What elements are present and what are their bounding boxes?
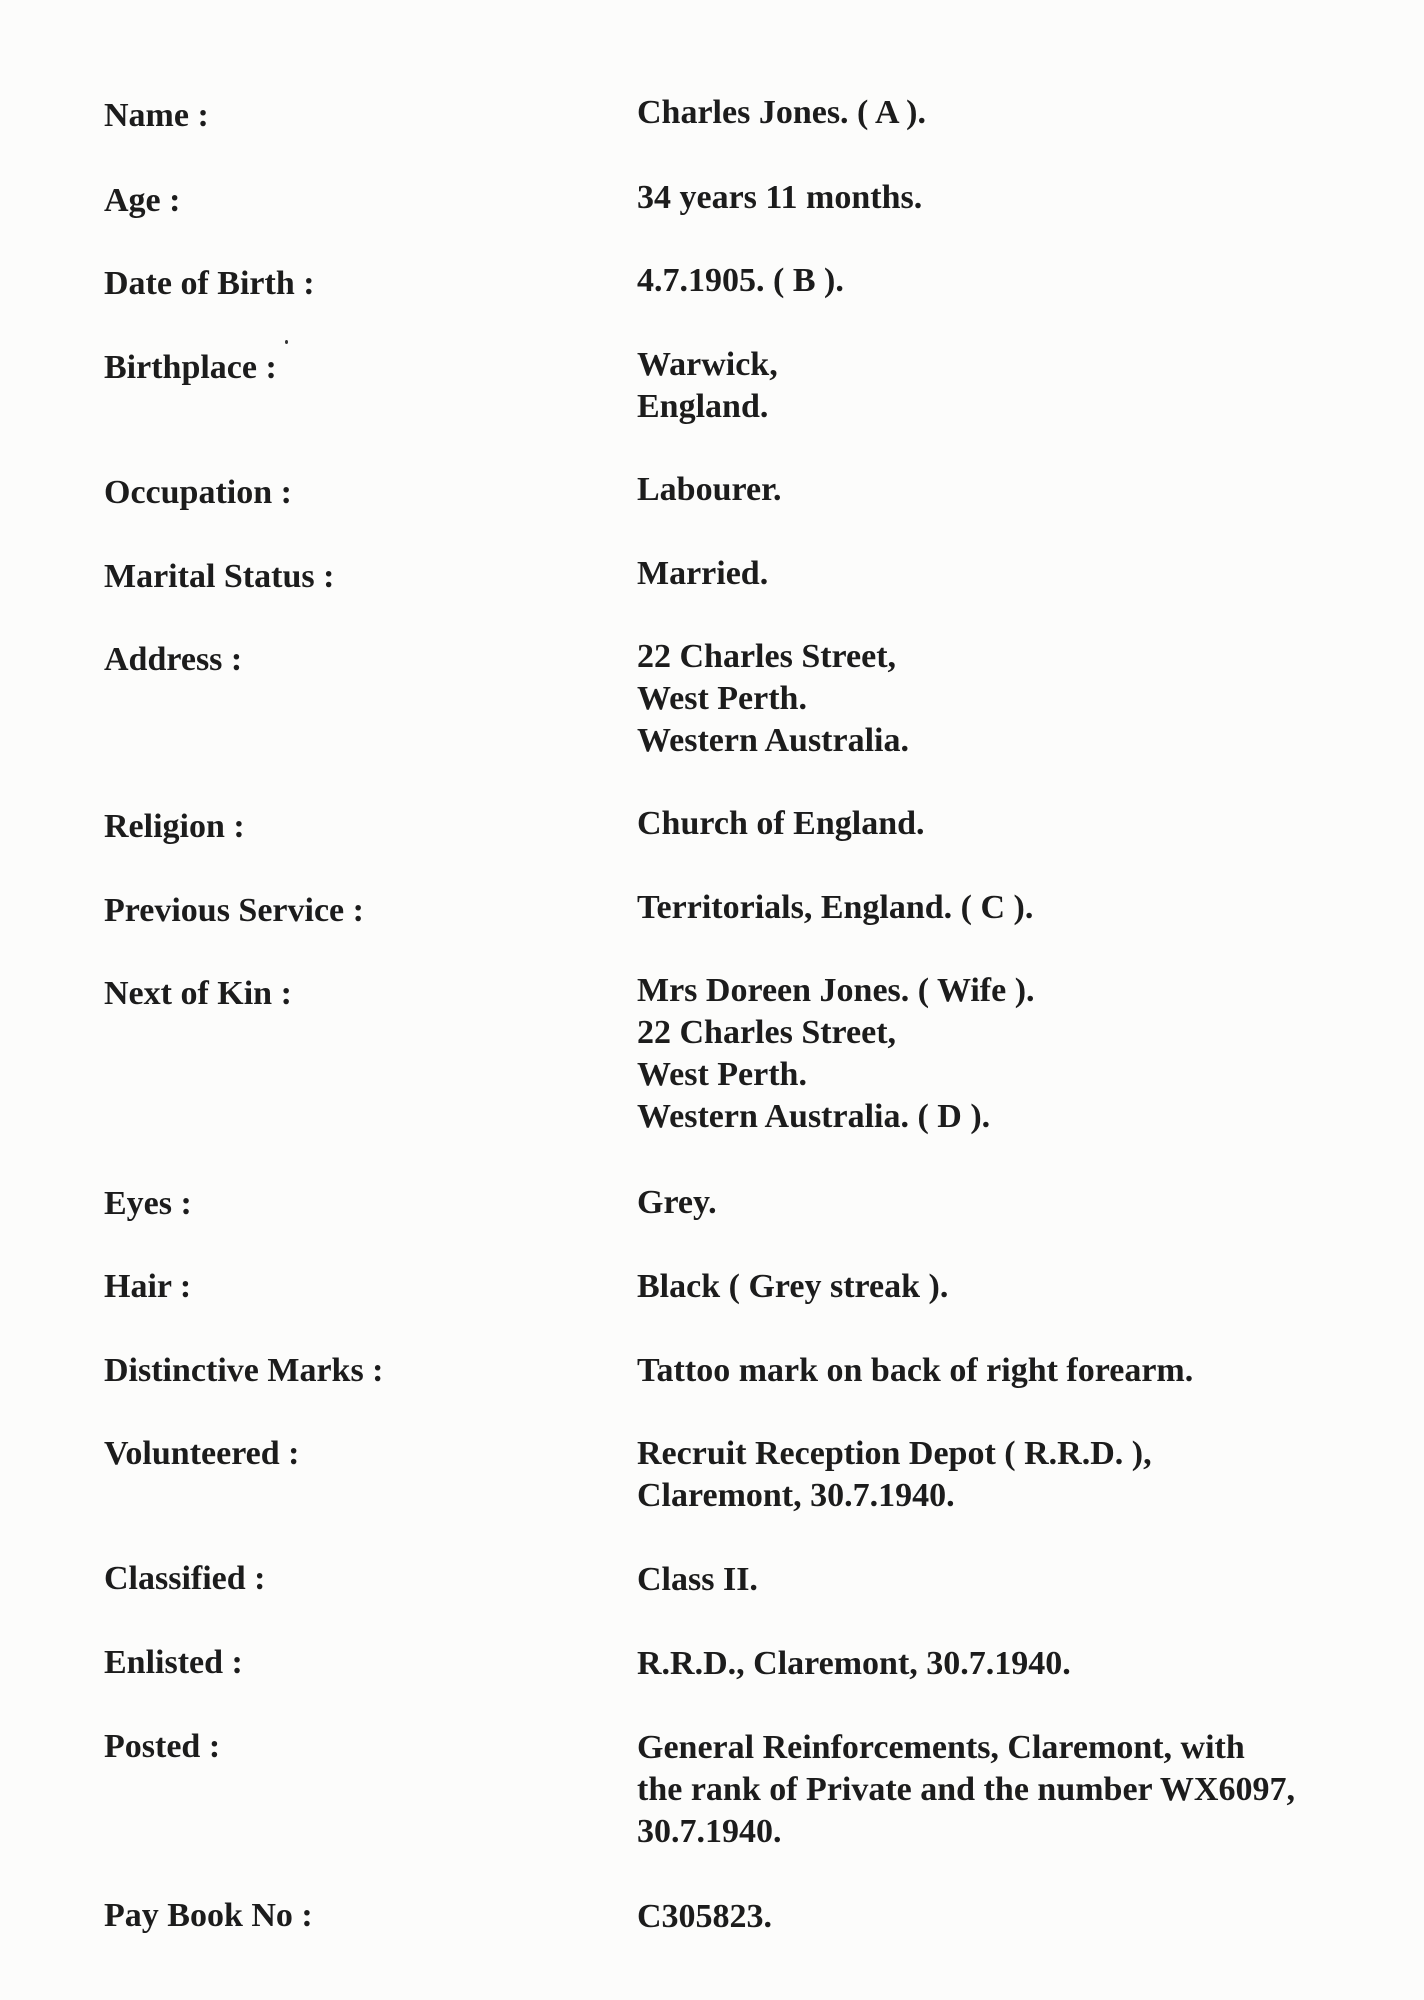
paper-speck xyxy=(285,340,288,344)
value-line: Claremont, 30.7.1940. xyxy=(637,1477,955,1514)
field-label: Birthplace : xyxy=(104,349,277,386)
field-label: Occupation : xyxy=(104,474,292,511)
value-line: Charles Jones. ( A ). xyxy=(637,94,926,131)
field-label: Religion : xyxy=(104,808,245,845)
field-label: Marital Status : xyxy=(104,558,335,595)
field-value xyxy=(637,1643,1377,1685)
value-line: Grey. xyxy=(637,1184,717,1221)
field-label: Volunteered : xyxy=(104,1435,300,1472)
field-value xyxy=(637,1559,1377,1601)
field-value xyxy=(637,1182,1377,1224)
field-value xyxy=(637,1896,1377,1938)
field-value xyxy=(637,92,1377,134)
field-value xyxy=(637,636,1377,762)
value-line: Western Australia. ( D ). xyxy=(637,1098,991,1135)
field-label: Previous Service : xyxy=(104,892,364,929)
value-line: 4.7.1905. ( B ). xyxy=(637,262,844,299)
field-value xyxy=(637,970,1377,1138)
value-line: 22 Charles Street, xyxy=(637,1014,897,1051)
value-line: Tattoo mark on back of right forearm. xyxy=(637,1352,1194,1389)
field-label: Pay Book No : xyxy=(104,1897,313,1934)
field-label: Next of Kin : xyxy=(104,975,292,1012)
value-line: West Perth. xyxy=(637,1056,807,1093)
value-line: Recruit Reception Depot ( R.R.D. ), xyxy=(637,1435,1152,1472)
field-value xyxy=(637,469,1377,511)
field-value xyxy=(637,260,1377,302)
field-value xyxy=(637,1433,1377,1517)
value-line: Married. xyxy=(637,555,769,592)
field-label: Eyes : xyxy=(104,1185,192,1222)
value-line: R.R.D., Claremont, 30.7.1940. xyxy=(637,1645,1071,1682)
field-label: Distinctive Marks : xyxy=(104,1352,384,1389)
field-label: Date of Birth : xyxy=(104,265,315,302)
field-label: Name : xyxy=(104,97,209,134)
value-line: Western Australia. xyxy=(637,722,909,759)
value-line: England. xyxy=(637,388,769,425)
value-line: the rank of Private and the number WX6097, xyxy=(637,1771,1295,1808)
value-line: West Perth. xyxy=(637,680,807,717)
value-line: 34 years 11 months. xyxy=(637,179,923,216)
value-line: Church of England. xyxy=(637,805,925,842)
value-line: C305823. xyxy=(637,1898,773,1935)
field-value xyxy=(637,1727,1377,1853)
value-line: Labourer. xyxy=(637,471,782,508)
field-value xyxy=(637,1350,1377,1392)
value-line: General Reinforcements, Claremont, with xyxy=(637,1729,1245,1766)
field-label: Enlisted : xyxy=(104,1644,243,1681)
field-value xyxy=(637,177,1377,219)
field-label: Age : xyxy=(104,182,181,219)
value-line: Black ( Grey streak ). xyxy=(637,1268,949,1305)
field-value xyxy=(637,1266,1377,1308)
value-line: Mrs Doreen Jones. ( Wife ). xyxy=(637,972,1035,1009)
value-line: Warwick, xyxy=(637,346,778,383)
value-line: 30.7.1940. xyxy=(637,1813,782,1850)
field-label: Classified : xyxy=(104,1560,266,1597)
field-label: Posted : xyxy=(104,1728,221,1765)
field-value xyxy=(637,803,1377,845)
field-label: Hair : xyxy=(104,1268,192,1305)
value-line: 22 Charles Street, xyxy=(637,638,897,675)
field-value xyxy=(637,887,1377,929)
value-line: Class II. xyxy=(637,1561,758,1598)
value-line: Territorials, England. ( C ). xyxy=(637,889,1034,926)
field-value xyxy=(637,344,1377,428)
field-label: Address : xyxy=(104,641,243,678)
field-value xyxy=(637,553,1377,595)
